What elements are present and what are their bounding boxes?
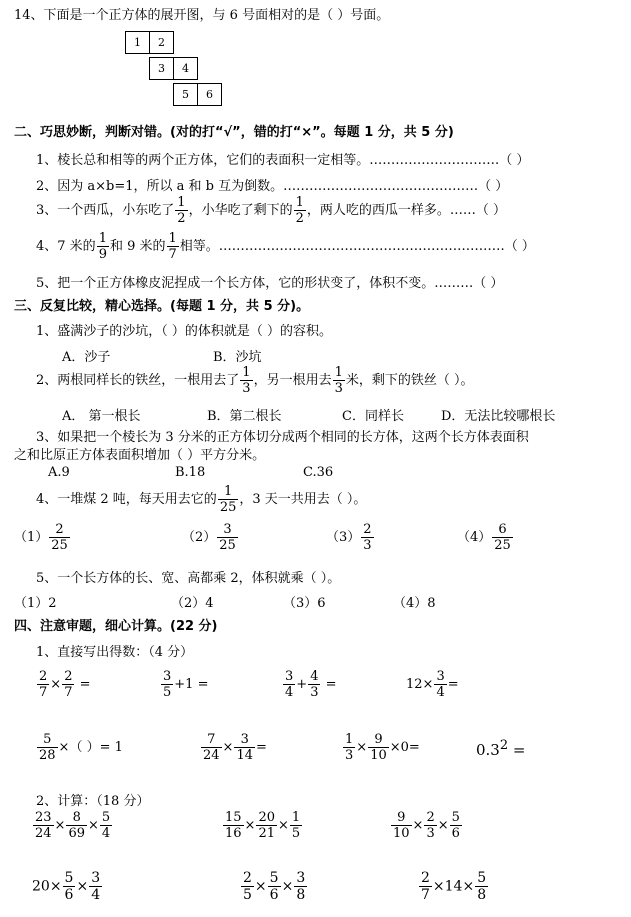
choice-q5-option-2: （2）4 [171,596,214,611]
choice-q4-part-a: 4、一堆煤 2 吨，每天用去它的 [36,492,217,507]
choice-q5-option-4: （4）8 [393,596,436,611]
net-cell-5: 5 [173,83,198,106]
choice-q3-option-b: B.18 [175,465,206,480]
choice-q5: 5、一个长方体的长、宽、高都乘 2，体积就乘（ ）。 [36,571,341,586]
judge-item-4-part-b: 和 9 米的 [109,239,166,254]
choice-q2-option-d: D．无法比较哪根长 [441,409,556,424]
choice-q2-part-c: 米，剩下的铁丝（ ）。 [345,373,474,388]
choice-q2-option-c: C．同样长 [342,409,404,424]
direct-answer-item: $\frac{2}{7}$ × $\frac{2}{7}$ = [39,669,91,700]
choice-q1: 1、盛满沙子的沙坑，（ ）的体积就是（ ）的容积。 [36,324,333,339]
calculation-item: $\frac{15}{16}$ × $\frac{20}{21}$ × $\frac{1}{5}$ [225,810,301,841]
fraction: $\frac{1}{2}$ [295,195,304,226]
calculation-item: $\frac{9}{10}$ × $\frac{2}{3}$ × $\frac{5}{6}$ [393,810,460,841]
choice-q5-option-3: （3）6 [283,596,326,611]
question-14: 14、下面是一个正方体的展开图，与 6 号面相对的是（ ）号面。 [14,8,390,23]
judge-item-3-part-c: ，两人吃的西瓜一样多。……（ ） [306,203,506,218]
section-2-title: 二、巧思妙断，判断对错。(对的打“√”，错的打“×”。每题 1 分，共 5 分) [14,125,454,140]
judge-item-5: 5、把一个正方体橡皮泥捏成一个长方体，它的形状变了，体积不变。………（ ） [36,276,504,291]
choice-q3-line-2: 之和比原正方体表面积增加（ ）平方分米。 [14,448,266,463]
fraction: $\frac{1}{7}$ [168,231,177,262]
choice-q3-option-c: C.36 [303,465,334,480]
judge-item-3 [36,196,506,225]
net-cell-3: 3 [149,57,174,80]
calculation-heading: 2、计算：（18 分） [36,794,150,809]
calculation-item: $\frac{2}{7}$ ×14× $\frac{5}{8}$ [421,870,487,903]
net-cell-2: 2 [149,31,174,54]
judge-item-4-part-c: 相等。…………………………………………………………（ ） [179,239,535,254]
direct-answer-item: $\frac{5}{28}$ ×（ ）= 1 [39,732,123,763]
choice-q2-option-b: B．第二根长 [207,409,282,424]
direct-answer-item: $\frac{7}{24}$ × $\frac{3}{14}$ = [203,732,267,763]
direct-answer-item: $\frac{3}{4}$ + $\frac{4}{3}$ = [285,669,337,700]
choice-q4-option-2: （2） $\frac{3}{25}$ [182,522,236,553]
fraction: $\frac{1}{3}$ [334,365,343,396]
choice-q2-option-a: A． 第一根长 [62,409,141,424]
net-cell-6: 6 [197,83,222,106]
choice-q4-option-1: （1） $\frac{2}{25}$ [14,522,68,553]
fraction: $\frac{1}{25}$ [219,484,237,515]
choice-q2-part-a: 2、两根同样长的铁丝，一根用去了 [36,373,240,388]
section-4-title: 四、注意审题，细心计算。(22 分) [14,619,218,634]
direct-answer-item: $\frac{1}{3}$ × $\frac{9}{10}$ ×0= [345,732,420,763]
direct-answer-item: $0.3^2$ = [476,738,526,759]
choice-q2 [36,366,474,395]
judge-item-2: 2、因为 a×b=1，所以 a 和 b 互为倒数。………………………………………（ ） [36,179,509,194]
judge-item-1: 1、棱长总和相等的两个正方体，它们的表面积一定相等。…………………………（ ） [36,153,530,168]
judge-item-3-part-a: 3、一个西瓜，小东吃了 [36,203,175,218]
judge-item-4-part-a: 4、7 米的 [36,239,96,254]
section-3-title: 三、反复比较，精心选择。(每题 1 分，共 5 分)。 [14,299,310,314]
calculation-item: $\frac{2}{5}$ × $\frac{5}{6}$ × $\frac{3}{8}$ [243,870,306,903]
direct-answer-item: $\frac{3}{5}$ +1 = [163,669,209,700]
choice-q2-part-b: ，另一根用去 [253,373,332,388]
net-cell-1: 1 [125,31,150,54]
choice-q4-option-3: （3） $\frac{2}{3}$ [326,522,372,553]
judge-item-4 [36,232,535,261]
choice-q4 [36,485,366,514]
calculation-item: $\frac{23}{24}$ × $\frac{8}{69}$ × $\frac{5}{4}$ [35,810,111,841]
judge-item-3-part-b: ，小华吃了剩下的 [188,203,293,218]
fraction: $\frac{1}{2}$ [177,195,186,226]
direct-answer-item: 12× $\frac{3}{4}$ = [406,669,459,700]
net-cell-4: 4 [173,57,198,80]
choice-q4-option-4: （4） $\frac{6}{25}$ [457,522,511,553]
calculation-item: 20× $\frac{5}{6}$ × $\frac{3}{4}$ [32,870,101,903]
direct-answer-heading: 1、直接写出得数：（4 分） [36,645,194,660]
choice-q3-line-1: 3、如果把一个棱长为 3 分米的正方体切分成两个相同的长方体，这两个长方体表面积 [36,430,529,445]
choice-q4-part-b: ，3 天一共用去（ ）。 [239,492,367,507]
choice-q1-option-b: B．沙坑 [213,350,262,365]
choice-q1-option-a: A．沙子 [62,350,111,365]
fraction: $\frac{1}{9}$ [98,231,107,262]
fraction: $\frac{1}{3}$ [242,365,251,396]
choice-q3-option-a: A.9 [48,465,70,480]
choice-q5-option-1: （1）2 [14,596,57,611]
